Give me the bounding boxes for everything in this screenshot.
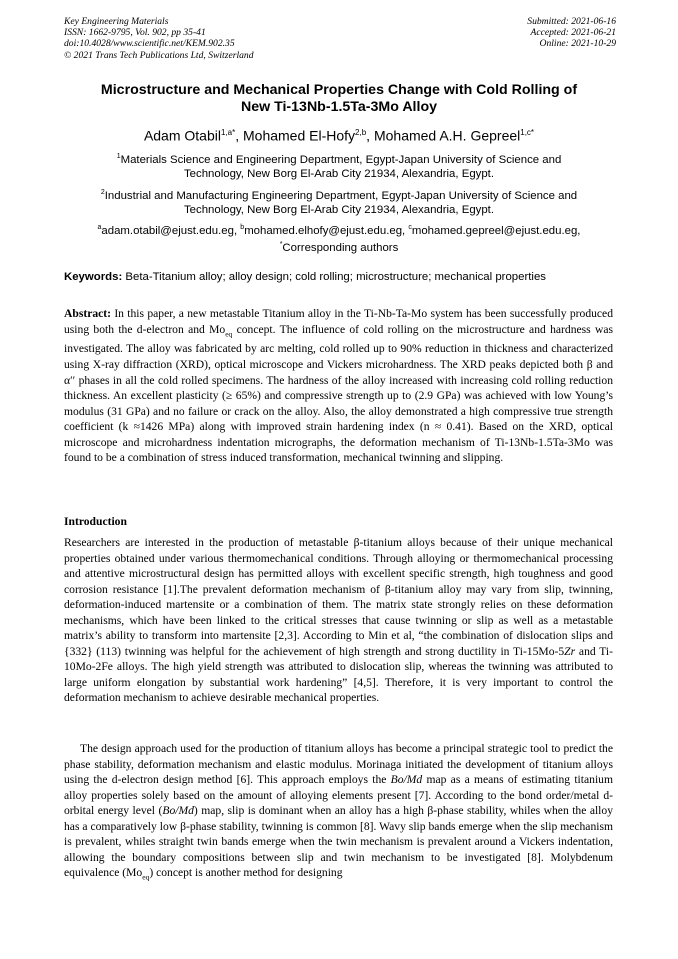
author-3: Mohamed A.H. Gepreel [373, 127, 521, 144]
paragraph-text: map as a means of estimating titanium alloy properties solely based on the amount of alloying elements present [7]. According to the bond order/metal d-orbital energy level ( [64, 773, 613, 818]
introduction-paragraph-2 [64, 741, 613, 885]
moeq-subscript: eq [142, 872, 150, 882]
keywords [64, 270, 624, 284]
email-a-marker: a [97, 224, 102, 231]
abstract-label: Abstract: [64, 307, 112, 320]
journal-name: Key Engineering Materials [64, 16, 169, 27]
affiliation-2 [60, 186, 618, 218]
title-line-1: Microstructure and Mechanical Properties Change with Cold Rolling of [100, 82, 578, 98]
bo-md-math: Bo/Md [162, 804, 194, 818]
author-2-affil: 2,b [355, 128, 367, 137]
abstract [64, 306, 613, 466]
bo-md-math: Bo/Md [390, 773, 423, 787]
paragraph-text: The design approach used for the production of titanium alloys has become a principal strategic tool to predict the phase stability, deformation mechanism and elastic modulus. Morinaga initiated the development of titanium alloys using the d-electron design method [6]. This approach employs the [64, 742, 613, 787]
paragraph-text: ) concept is another method for designing [149, 866, 343, 880]
author-2: Mohamed El-Hofy [243, 127, 356, 144]
affiliation-2-line-1: Industrial and Manufacturing Engineering Department, Egypt-Japan University of Science and [104, 189, 578, 202]
author-separator: , [366, 127, 374, 144]
online-date: Online: 2021-10-29 [539, 38, 616, 50]
title-line-2: New Ti-13Nb-1.5Ta-3Mo Alloy [240, 99, 438, 115]
author-separator: , [235, 127, 243, 144]
paragraph-text: Researchers are interested in the production of metastable β-titanium alloys because of their unique mechanical properties obtained under various thermomechanical conditions. Through alloying or thermomechanical processing and attentive microstructural design has permitted alloys with excellent specific strength, high toughness and good corrosion resistance [1].The prevalent deformation mechanism of β-titanium alloy may vary from slip, twinning, deformation-induced martensite or a combination of them. The matrix state strongly relies on these deformation mechanisms, which have been linked to the critical stresses that cause twinning or slip as well as a metastable matrix’s ability to transform into martensite [2,3]. According to Min et al, “the combination of dislocation slips and {332} (113) twinning was helpful for the achievement of high strength and strong ductility in Ti-15Mo-5 [64, 536, 613, 658]
accepted-date: Accepted: 2021-06-21 [530, 27, 616, 39]
issn: ISSN: 1662-9795, Vol. 902, pp 35-41 [64, 27, 206, 39]
paragraph-text: and Ti-10Mo-2Fe alloys. The high yield strength was attributed to dislocation slip, whereas the twinning was attributed to large uniform elongation by substantial work hardening” [4,5]. Therefore, it is very important to control the deformation mechanism to achieve desirable mechanical properties. [64, 644, 613, 705]
corresponding-note: Corresponding authors [282, 242, 399, 255]
journal-header [64, 16, 254, 61]
author-emails [60, 221, 618, 256]
abstract-text: concept. The influence of cold rolling on the microstructure and hardness was investigated. The alloy was fabricated by arc melting, cold rolled up to 90% reduction in thickness and characterized using X-ray diffraction (XRD), optical microscope and Vickers microhardness. The XRD peaks depicted both β and α′′ phases in all the cold rolled specimens. The hardness of the alloy increased with increasing cold rolling reduction thickness. An excellent plasticity (≥ 65%) and compressive strength up to (2.9 GPa) was achieved with low Young’s modulus (31 GPa) and no failure or crack on the alloy. Also, the alloy demonstrated a high compressive true strength coefficient (k ≈1426 MPa) along with improved strain hardening index (n ≈ 0.41). Based on the XRD, optical microscope and microhardness indentation micrographs, the deformation mechanism of Ti-13Nb-1.5Ta-3Mo was found to be a combination of stress induced transformation, mechanical twinning and slipping. [64, 322, 613, 465]
email-c: mohamed.gepreel@ejust.edu.eg, [411, 224, 581, 237]
paragraph-text: ) map, slip is dominant when an alloy has a high β-phase stability, whiles when the alloy has a comparatively low β-phase stability, twinning is common [8]. Wavy slip bands emerge when the slip mechanism is prevalent, whiles straight twin bands emerge when the twin mechanism is prevalent around a Vickers indentation, allowing the boundary compositions between slip and twin mechanism to be investigated [8]. Molybdenum equivalence (Mo [64, 804, 613, 880]
abstract-text: In this paper, a new metastable Titanium alloy in the Ti-Nb-Ta-Mo system has been successfully produced using both the d-electron and Mo [64, 307, 613, 336]
email-c-marker: c [408, 224, 412, 231]
affiliation-1 [60, 150, 618, 182]
author-1-affil: 1,a* [220, 128, 236, 137]
doi: doi:10.4028/www.scientific.net/KEM.902.35 [64, 38, 235, 50]
abstract-subscript: eq [225, 328, 233, 338]
affiliation-2-marker: 2 [100, 189, 105, 196]
affiliation-1-marker: 1 [116, 153, 121, 160]
author-list [40, 124, 638, 145]
corresponding-marker: * [279, 241, 283, 249]
dates-header [527, 16, 616, 50]
keywords-text: Beta-Titanium alloy; alloy design; cold rolling; microstructure; mechanical properties [122, 271, 546, 283]
submitted-date: Submitted: 2021-06-16 [527, 16, 616, 27]
author-1: Adam Otabil [143, 127, 221, 144]
affiliation-1-line-2: Technology, New Borg El-Arab City 21934, Alexandria, Egypt. [183, 168, 495, 181]
email-b-marker: b [240, 224, 245, 231]
copyright: © 2021 Trans Tech Publications Ltd, Switzerland [64, 49, 254, 61]
paper-title [40, 82, 638, 116]
author-3-affil: 1,c* [520, 128, 535, 137]
affiliation-2-line-2: Technology, New Borg El-Arab City 21934, Alexandria, Egypt. [183, 204, 495, 217]
affiliation-1-line-1: Materials Science and Engineering Department, Egypt-Japan University of Science and [120, 153, 562, 166]
italic-text: Zr [564, 644, 576, 658]
introduction-paragraph-1 [64, 535, 613, 706]
email-b: mohamed.elhofy@ejust.edu.eg, [244, 224, 409, 237]
section-heading-introduction: Introduction [64, 515, 127, 528]
keywords-label: Keywords: [64, 271, 123, 283]
email-a: adam.otabil@ejust.edu.eg, [101, 224, 241, 237]
